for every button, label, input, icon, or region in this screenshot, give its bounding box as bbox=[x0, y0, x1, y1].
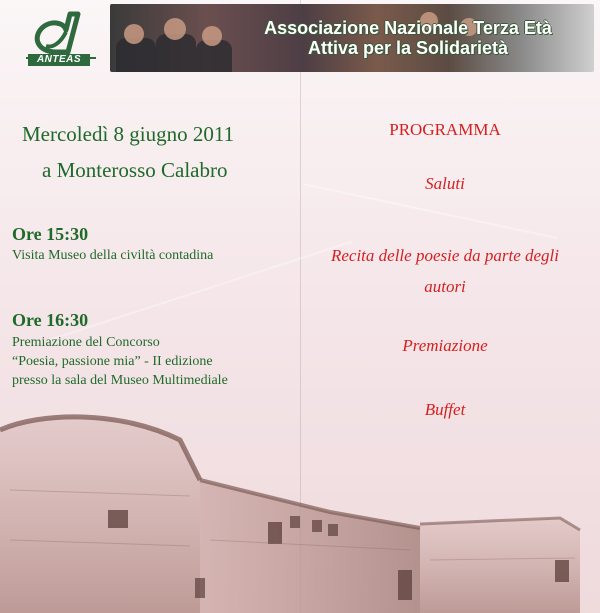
schedule-description bbox=[12, 333, 302, 390]
logo-mark-icon bbox=[8, 8, 100, 78]
banner-photo-face bbox=[164, 18, 186, 40]
banner-title bbox=[218, 18, 594, 58]
programma-item: Recita delle poesie da parte degli autori bbox=[330, 246, 559, 296]
banner-title-line1: Associazione Nazionale Terza Età bbox=[264, 18, 552, 38]
schedule-time: Ore 16:30 bbox=[12, 310, 89, 330]
banner-photo-face bbox=[124, 24, 144, 44]
programma-item: Buffet bbox=[424, 400, 466, 419]
schedule-description: Visita Museo della civiltà contadina bbox=[12, 248, 214, 263]
castle-illustration bbox=[0, 400, 600, 613]
programma-title: PROGRAMMA bbox=[389, 120, 501, 139]
programma-item: Premiazione bbox=[402, 336, 488, 355]
schedule-description-line: “Poesia, passione mia” - II edizione bbox=[12, 354, 213, 369]
schedule-time: Ore 15:30 bbox=[12, 224, 89, 244]
schedule-description-line: presso la sala del Museo Multimediale bbox=[12, 373, 228, 388]
schedule-description-line: Premiazione del Concorso bbox=[12, 335, 160, 350]
event-place: a Monterosso Calabro bbox=[42, 158, 228, 182]
header-banner bbox=[110, 4, 594, 72]
event-date: Mercoledì 8 giugno 2011 bbox=[22, 122, 235, 146]
banner-title-line2: Attiva per la Solidarietà bbox=[307, 38, 509, 58]
anteas-logo bbox=[8, 8, 100, 78]
programma-item: Saluti bbox=[425, 174, 465, 193]
logo-text: ANTEAS bbox=[28, 54, 90, 66]
